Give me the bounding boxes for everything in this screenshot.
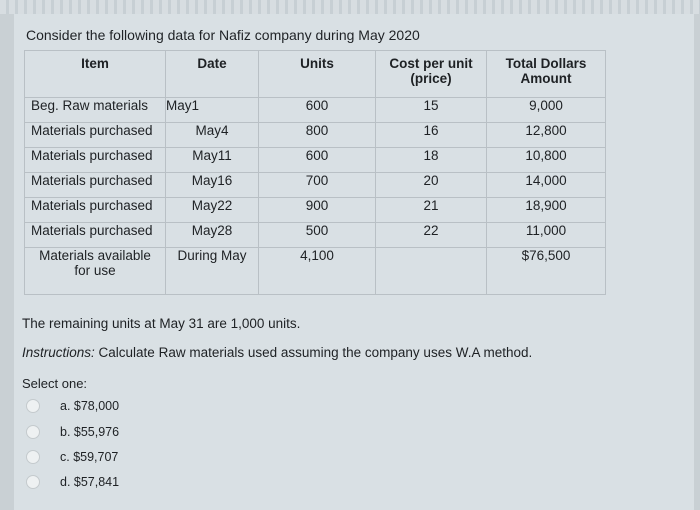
answer-option-d[interactable] xyxy=(26,473,119,491)
row-date: May28 xyxy=(166,223,259,248)
row-total: 18,900 xyxy=(487,198,606,223)
answer-option-label[interactable]: b. $55,976 xyxy=(60,425,120,439)
row-date: During May xyxy=(166,248,259,295)
header-units xyxy=(259,51,376,98)
row-total: $76,500 xyxy=(487,248,606,295)
row-units: 4,100 xyxy=(259,248,376,295)
row-units: 600 xyxy=(259,148,376,173)
row-total: 14,000 xyxy=(487,173,606,198)
row-item: Materials purchased xyxy=(25,148,166,173)
table-row xyxy=(25,123,606,148)
row-item: Materials purchased xyxy=(25,198,166,223)
header-item xyxy=(25,51,166,98)
row-total: 12,800 xyxy=(487,123,606,148)
table-row-total xyxy=(25,248,606,295)
radio-button-icon[interactable] xyxy=(26,450,40,464)
table-header-row xyxy=(25,51,606,98)
row-date: May16 xyxy=(166,173,259,198)
table-row xyxy=(25,98,606,123)
row-units: 700 xyxy=(259,173,376,198)
table-row xyxy=(25,173,606,198)
remaining-units-text: The remaining units at May 31 are 1,000 units. xyxy=(22,316,301,331)
answer-option-label[interactable]: a. $78,000 xyxy=(60,399,120,413)
row-total: 9,000 xyxy=(487,98,606,123)
row-total: 10,800 xyxy=(487,148,606,173)
row-cost: 22 xyxy=(376,223,487,248)
row-cost: 20 xyxy=(376,173,487,198)
row-item: Beg. Raw materials xyxy=(25,98,166,123)
table-row xyxy=(25,223,606,248)
row-item-line2: for use xyxy=(74,263,116,278)
row-item-line1: Materials available xyxy=(39,248,151,263)
header-total-line1: Total Dollars xyxy=(505,56,587,71)
instructions-label: Instructions: xyxy=(22,345,95,360)
row-cost xyxy=(376,248,487,295)
row-item: Materials purchased xyxy=(25,223,166,248)
radio-button-icon[interactable] xyxy=(26,425,40,439)
materials-table xyxy=(24,50,606,295)
header-total xyxy=(487,51,606,98)
select-one-label: Select one: xyxy=(22,376,88,391)
row-total: 11,000 xyxy=(487,223,606,248)
row-units: 600 xyxy=(259,98,376,123)
row-cost: 15 xyxy=(376,98,487,123)
row-date: May1 xyxy=(166,98,259,123)
answer-option-label[interactable]: c. $59,707 xyxy=(60,450,119,464)
header-units-label: Units xyxy=(300,56,334,71)
header-item-label: Item xyxy=(81,56,109,71)
instructions-body: Calculate Raw materials used assuming the company uses W.A method. xyxy=(94,345,533,360)
answer-option-b[interactable] xyxy=(26,423,119,441)
header-cost-line2: (price) xyxy=(410,71,452,86)
question-heading: Consider the following data for Nafiz company during May 2020 xyxy=(26,27,420,43)
answer-option-c[interactable] xyxy=(26,448,118,466)
answer-option-label[interactable]: d. $57,841 xyxy=(60,475,120,489)
row-item: Materials purchased xyxy=(25,173,166,198)
row-item-available xyxy=(25,248,166,295)
header-date xyxy=(166,51,259,98)
header-cost-line1: Cost per unit xyxy=(389,56,473,71)
top-header-band xyxy=(0,0,700,14)
row-cost: 16 xyxy=(376,123,487,148)
header-date-label: Date xyxy=(197,56,227,71)
row-units: 500 xyxy=(259,223,376,248)
row-date: May11 xyxy=(166,148,259,173)
row-cost: 18 xyxy=(376,148,487,173)
row-item: Materials purchased xyxy=(25,123,166,148)
table-row xyxy=(25,198,606,223)
header-total-line2: Amount xyxy=(520,71,572,86)
radio-button-icon[interactable] xyxy=(26,475,40,489)
header-cost xyxy=(376,51,487,98)
table-row xyxy=(25,148,606,173)
radio-button-icon[interactable] xyxy=(26,399,40,413)
row-date: May22 xyxy=(166,198,259,223)
row-units: 900 xyxy=(259,198,376,223)
row-units: 800 xyxy=(259,123,376,148)
instructions-text xyxy=(22,345,532,360)
row-date: May4 xyxy=(166,123,259,148)
row-cost: 21 xyxy=(376,198,487,223)
answer-option-a[interactable] xyxy=(26,397,119,415)
